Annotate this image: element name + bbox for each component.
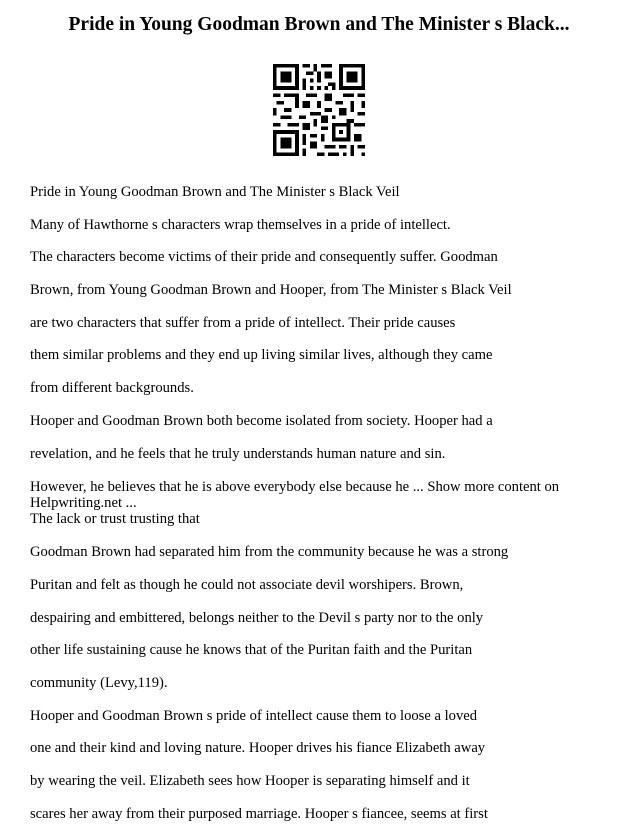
text-line: revelation, and he feels that he truly understands human nature and sin. bbox=[30, 446, 446, 462]
text-line: The characters become victims of their pride and consequently suffer. Goodman bbox=[30, 249, 498, 265]
text-line: However, he believes that he is above everybody else because he ... Show more content on bbox=[30, 479, 560, 495]
text-line: Helpwriting.net ... bbox=[30, 495, 137, 511]
text-line: one and their kind and loving nature. Hooper drives his fiance Elizabeth away bbox=[30, 740, 486, 756]
qr-code-icon bbox=[273, 64, 365, 156]
text-line: Pride in Young Goodman Brown and The Minister s Black Veil bbox=[30, 184, 400, 200]
document-title: Pride in Young Goodman Brown and The Minister s Black... bbox=[68, 14, 570, 35]
text-line: by wearing the veil. Elizabeth sees how Hooper is separating himself and it bbox=[30, 773, 470, 789]
text-line: them similar problems and they end up living similar lives, although they came bbox=[30, 347, 493, 363]
text-line: other life sustaining cause he knows that of the Puritan faith and the Puritan bbox=[30, 642, 473, 658]
text-line: are two characters that suffer from a pride of intellect. Their pride causes bbox=[30, 315, 456, 331]
text-line: community (Levy,119). bbox=[30, 675, 168, 691]
text-line: Hooper and Goodman Brown both become isolated from society. Hooper had a bbox=[30, 413, 493, 429]
text-line: Brown, from Young Goodman Brown and Hooper, from The Minister s Black Veil bbox=[30, 282, 512, 298]
text-line: scares her away from their purposed marriage. Hooper s fiancee, seems at first bbox=[30, 806, 488, 822]
text-line: from different backgrounds. bbox=[30, 380, 194, 396]
text-line: The lack or trust trusting that bbox=[30, 511, 200, 527]
text-line: Goodman Brown had separated him from the community because he was a strong bbox=[30, 544, 509, 560]
text-line: Many of Hawthorne s characters wrap themselves in a pride of intellect. bbox=[30, 217, 451, 233]
text-line: Puritan and felt as though he could not associate devil worshipers. Brown, bbox=[30, 577, 464, 593]
text-line: despairing and embittered, belongs neither to the Devil s party nor to the only bbox=[30, 610, 484, 626]
text-line: Hooper and Goodman Brown s pride of intellect cause them to loose a loved bbox=[30, 708, 478, 724]
